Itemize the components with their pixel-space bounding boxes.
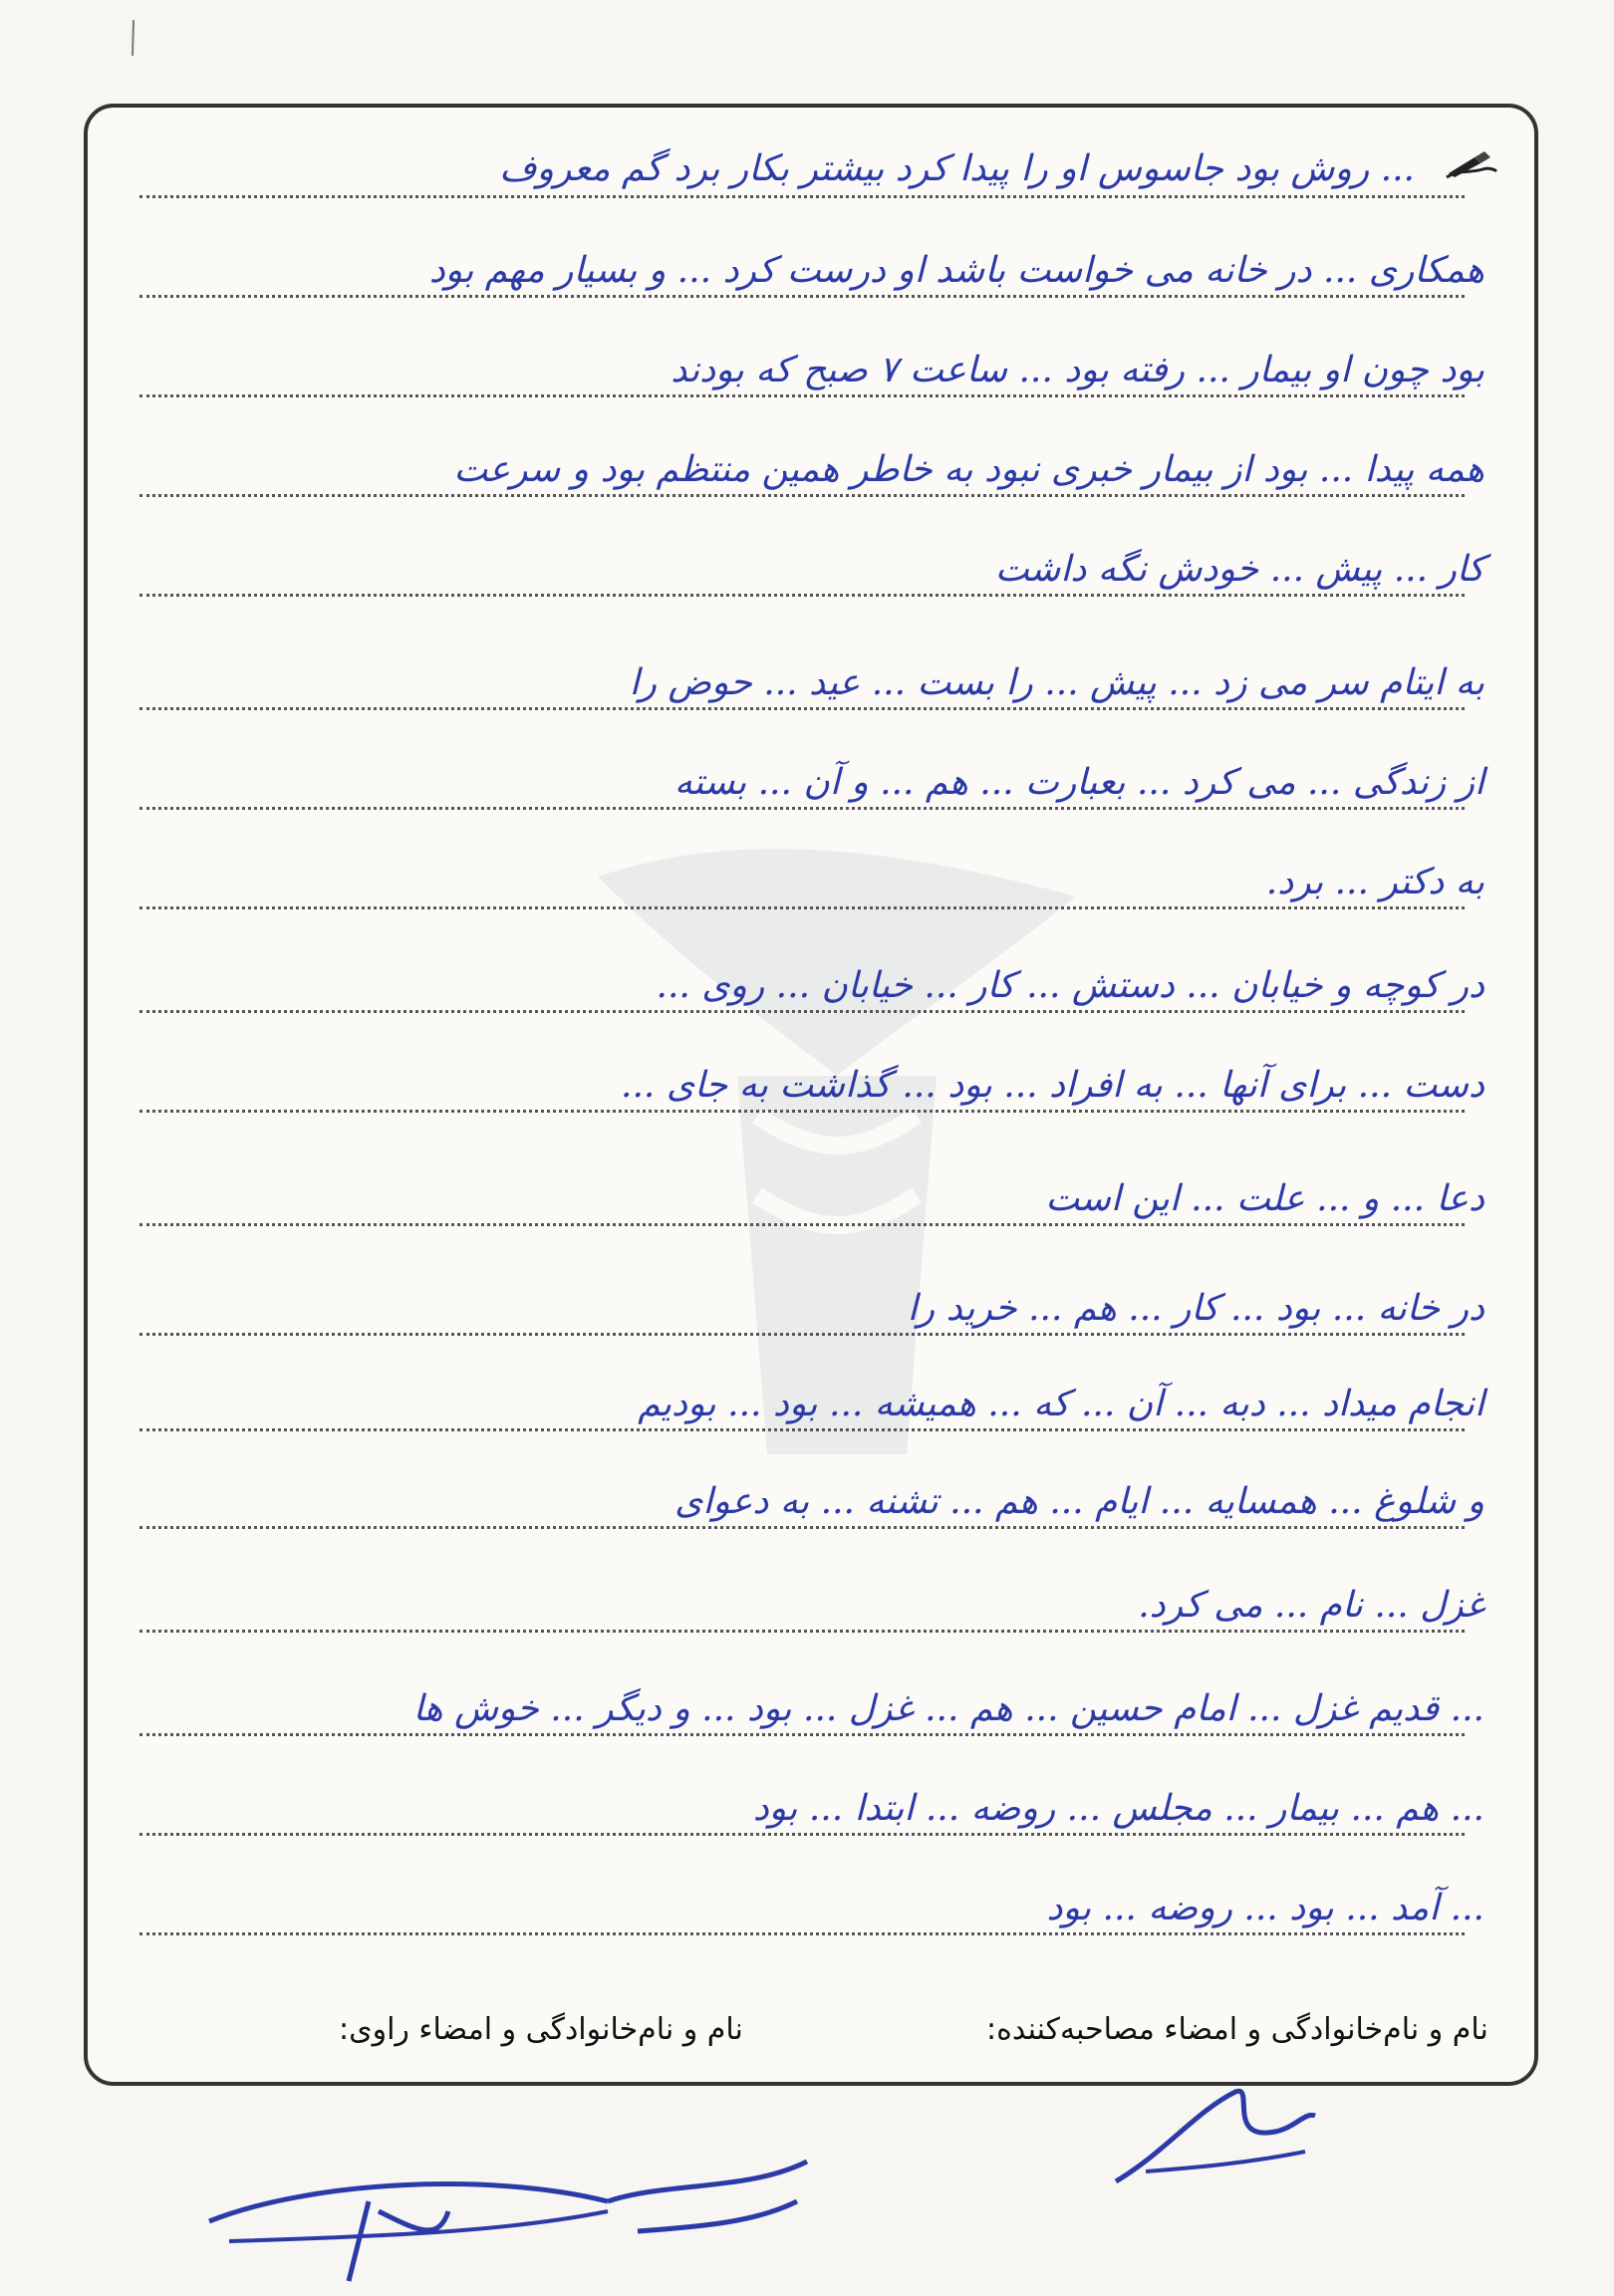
ruled-line <box>139 807 1465 810</box>
handwritten-line: کار ... پیش ... خودش نگه داشت <box>994 549 1484 590</box>
handwritten-line: غزل ... نام ... می کرد. <box>1138 1585 1484 1626</box>
handwritten-line: همه پیدا ... بود از بیمار خبری نبود به خاطر همین منتظم بود و سرعت <box>453 449 1484 490</box>
ruled-line <box>139 1333 1465 1336</box>
ruled-line <box>139 1526 1465 1529</box>
handwritten-line: بود چون او بیمار ... رفته بود ... ساعت ۷ صبح که بودند <box>671 350 1484 390</box>
handwritten-line: به ایتام سر می زد ... پیش ... را بست ... عید ... حوض را <box>629 662 1484 703</box>
handwritten-line: از زندگی ... می کرد ... بعبارت ... هم ... و آن ... بسته <box>673 762 1484 803</box>
handwritten-line: ... هم ... بیمار ... مجلس ... روضه ... ابتدا ... بود <box>752 1788 1484 1829</box>
ruled-line <box>139 1110 1465 1113</box>
handwritten-line: ... قدیم غزل ... امام حسین ... هم ... غزل ... بود ... و دیگر ... خوش ها <box>412 1688 1484 1729</box>
handwritten-line: همکاری ... در خانه می خواست باشد او درست کرد ... و بسیار مهم بود <box>428 250 1484 291</box>
ruled-line <box>139 906 1465 909</box>
ruled-line <box>139 1010 1465 1013</box>
handwritten-line: و شلوغ ... همسایه ... ایام ... هم ... تشنه ... به دعوای <box>674 1481 1484 1522</box>
handwritten-signature <box>189 2142 837 2291</box>
ruled-line <box>139 494 1465 497</box>
emblem-watermark <box>558 817 1116 1464</box>
ruled-line <box>139 1630 1465 1633</box>
ruled-line <box>139 1733 1465 1736</box>
ruled-line <box>139 1932 1465 1935</box>
ruled-line <box>139 1428 1465 1431</box>
handwritten-line: ... آمد ... بود ... روضه ... بود <box>1046 1888 1484 1928</box>
ruled-line <box>139 394 1465 397</box>
ruled-line <box>139 295 1465 298</box>
narrator-signature-label: نام و نام‌خانوادگی و امضاء راوی: <box>339 2012 743 2047</box>
ruled-line <box>139 707 1465 710</box>
handwritten-line: انجام میداد ... دبه ... آن ... که ... همیشه ... بود ... بودیم <box>638 1384 1484 1424</box>
handwritten-line: به دکتر ... برد. <box>1265 862 1484 902</box>
ruled-line <box>139 1223 1465 1226</box>
ruled-line <box>139 594 1465 597</box>
interviewer-signature-label: نام و نام‌خانوادگی و امضاء مصاحبه‌کننده: <box>986 2012 1488 2047</box>
handwritten-signature <box>1106 2072 1325 2191</box>
handwritten-line: دعا ... و ... علت ... این است <box>1045 1178 1484 1219</box>
handwritten-line: در کوچه و خیابان ... دستش ... کار ... خیابان ... روی ... <box>656 965 1484 1006</box>
handwritten-line: دست ... برای آنها ... به افراد ... بود ... گذاشت به جای ... <box>621 1065 1484 1106</box>
handwritten-line: ... روش بود جاسوس او را پیدا کرد بیشتر بکار برد گم معروف <box>499 148 1415 189</box>
ruled-line <box>139 1833 1465 1836</box>
handwritten-line: در خانه ... بود ... کار ... هم ... خرید را <box>907 1288 1484 1329</box>
pen-writing-icon <box>1445 147 1498 181</box>
ruled-line <box>139 195 1465 198</box>
top-margin-mark <box>128 18 139 58</box>
